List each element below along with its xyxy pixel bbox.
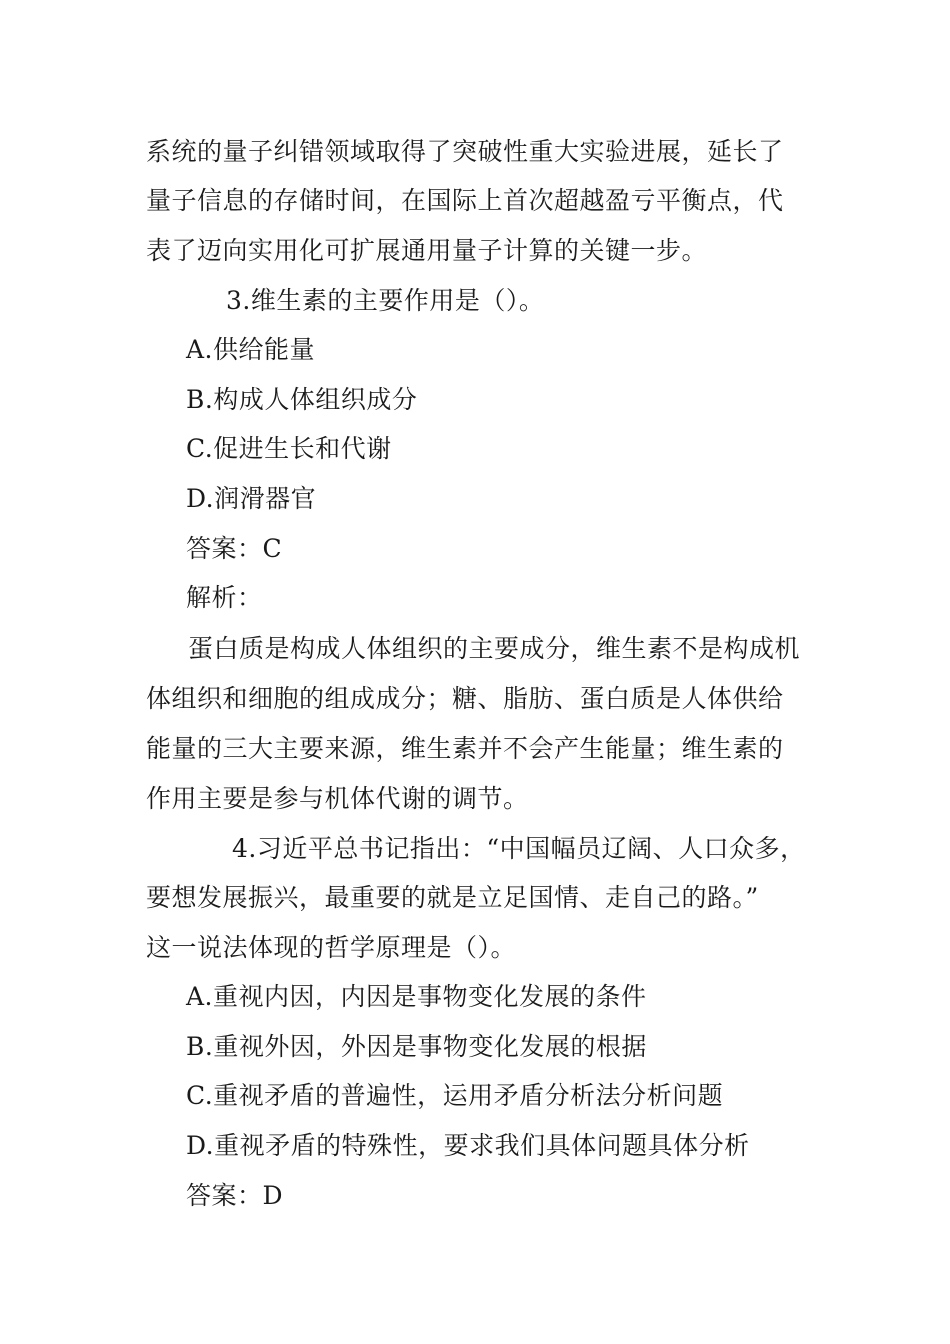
intro-line-2: 量子信息的存储时间，在国际上首次超越盈亏平衡点，代	[146, 186, 784, 215]
question-3-option-d: D.润滑器官	[186, 484, 317, 513]
question-4-option-b: B.重视外因，外因是事物变化发展的根据	[186, 1032, 647, 1061]
question-3-title: 3.维生素的主要作用是（）。	[226, 286, 545, 315]
question-4-title-line-2: 要想发展振兴，最重要的就是立足国情、走自己的路。”	[146, 883, 759, 912]
question-4-title-line-3: 这一说法体现的哲学原理是（）。	[146, 933, 517, 962]
question-4-option-c: C.重视矛盾的普遍性，运用矛盾分析法分析问题	[186, 1081, 724, 1110]
question-3-answer: 答案：C	[186, 534, 283, 563]
question-4-answer: 答案：D	[186, 1181, 284, 1210]
intro-line-3: 表了迈向实用化可扩展通用量子计算的关键一步。	[146, 236, 708, 265]
question-4-option-d: D.重视矛盾的特殊性，要求我们具体问题具体分析	[186, 1131, 750, 1160]
question-3-analysis-line-4: 作用主要是参与机体代谢的调节。	[146, 784, 529, 813]
question-3-analysis-label: 解析：	[186, 583, 263, 612]
question-3-analysis-line-2: 体组织和细胞的组成成分；糖、脂肪、蛋白质是人体供给	[146, 684, 784, 713]
question-3-analysis-line-1: 蛋白质是构成人体组织的主要成分，维生素不是构成机	[188, 634, 801, 663]
question-3-analysis-line-3: 能量的三大主要来源，维生素并不会产生能量；维生素的	[146, 734, 784, 763]
question-4-title-line-1: 4.习近平总书记指出：“中国幅员辽阔、人口众多，	[232, 834, 806, 863]
question-4-option-a: A.重视内因，内因是事物变化发展的条件	[186, 982, 647, 1011]
question-3-option-a: A.供给能量	[186, 335, 316, 364]
question-3-option-b: B.构成人体组织成分	[186, 385, 418, 414]
intro-line-1: 系统的量子纠错领域取得了突破性重大实验进展，延长了	[146, 137, 784, 166]
question-3-option-c: C.促进生长和代谢	[186, 434, 392, 463]
